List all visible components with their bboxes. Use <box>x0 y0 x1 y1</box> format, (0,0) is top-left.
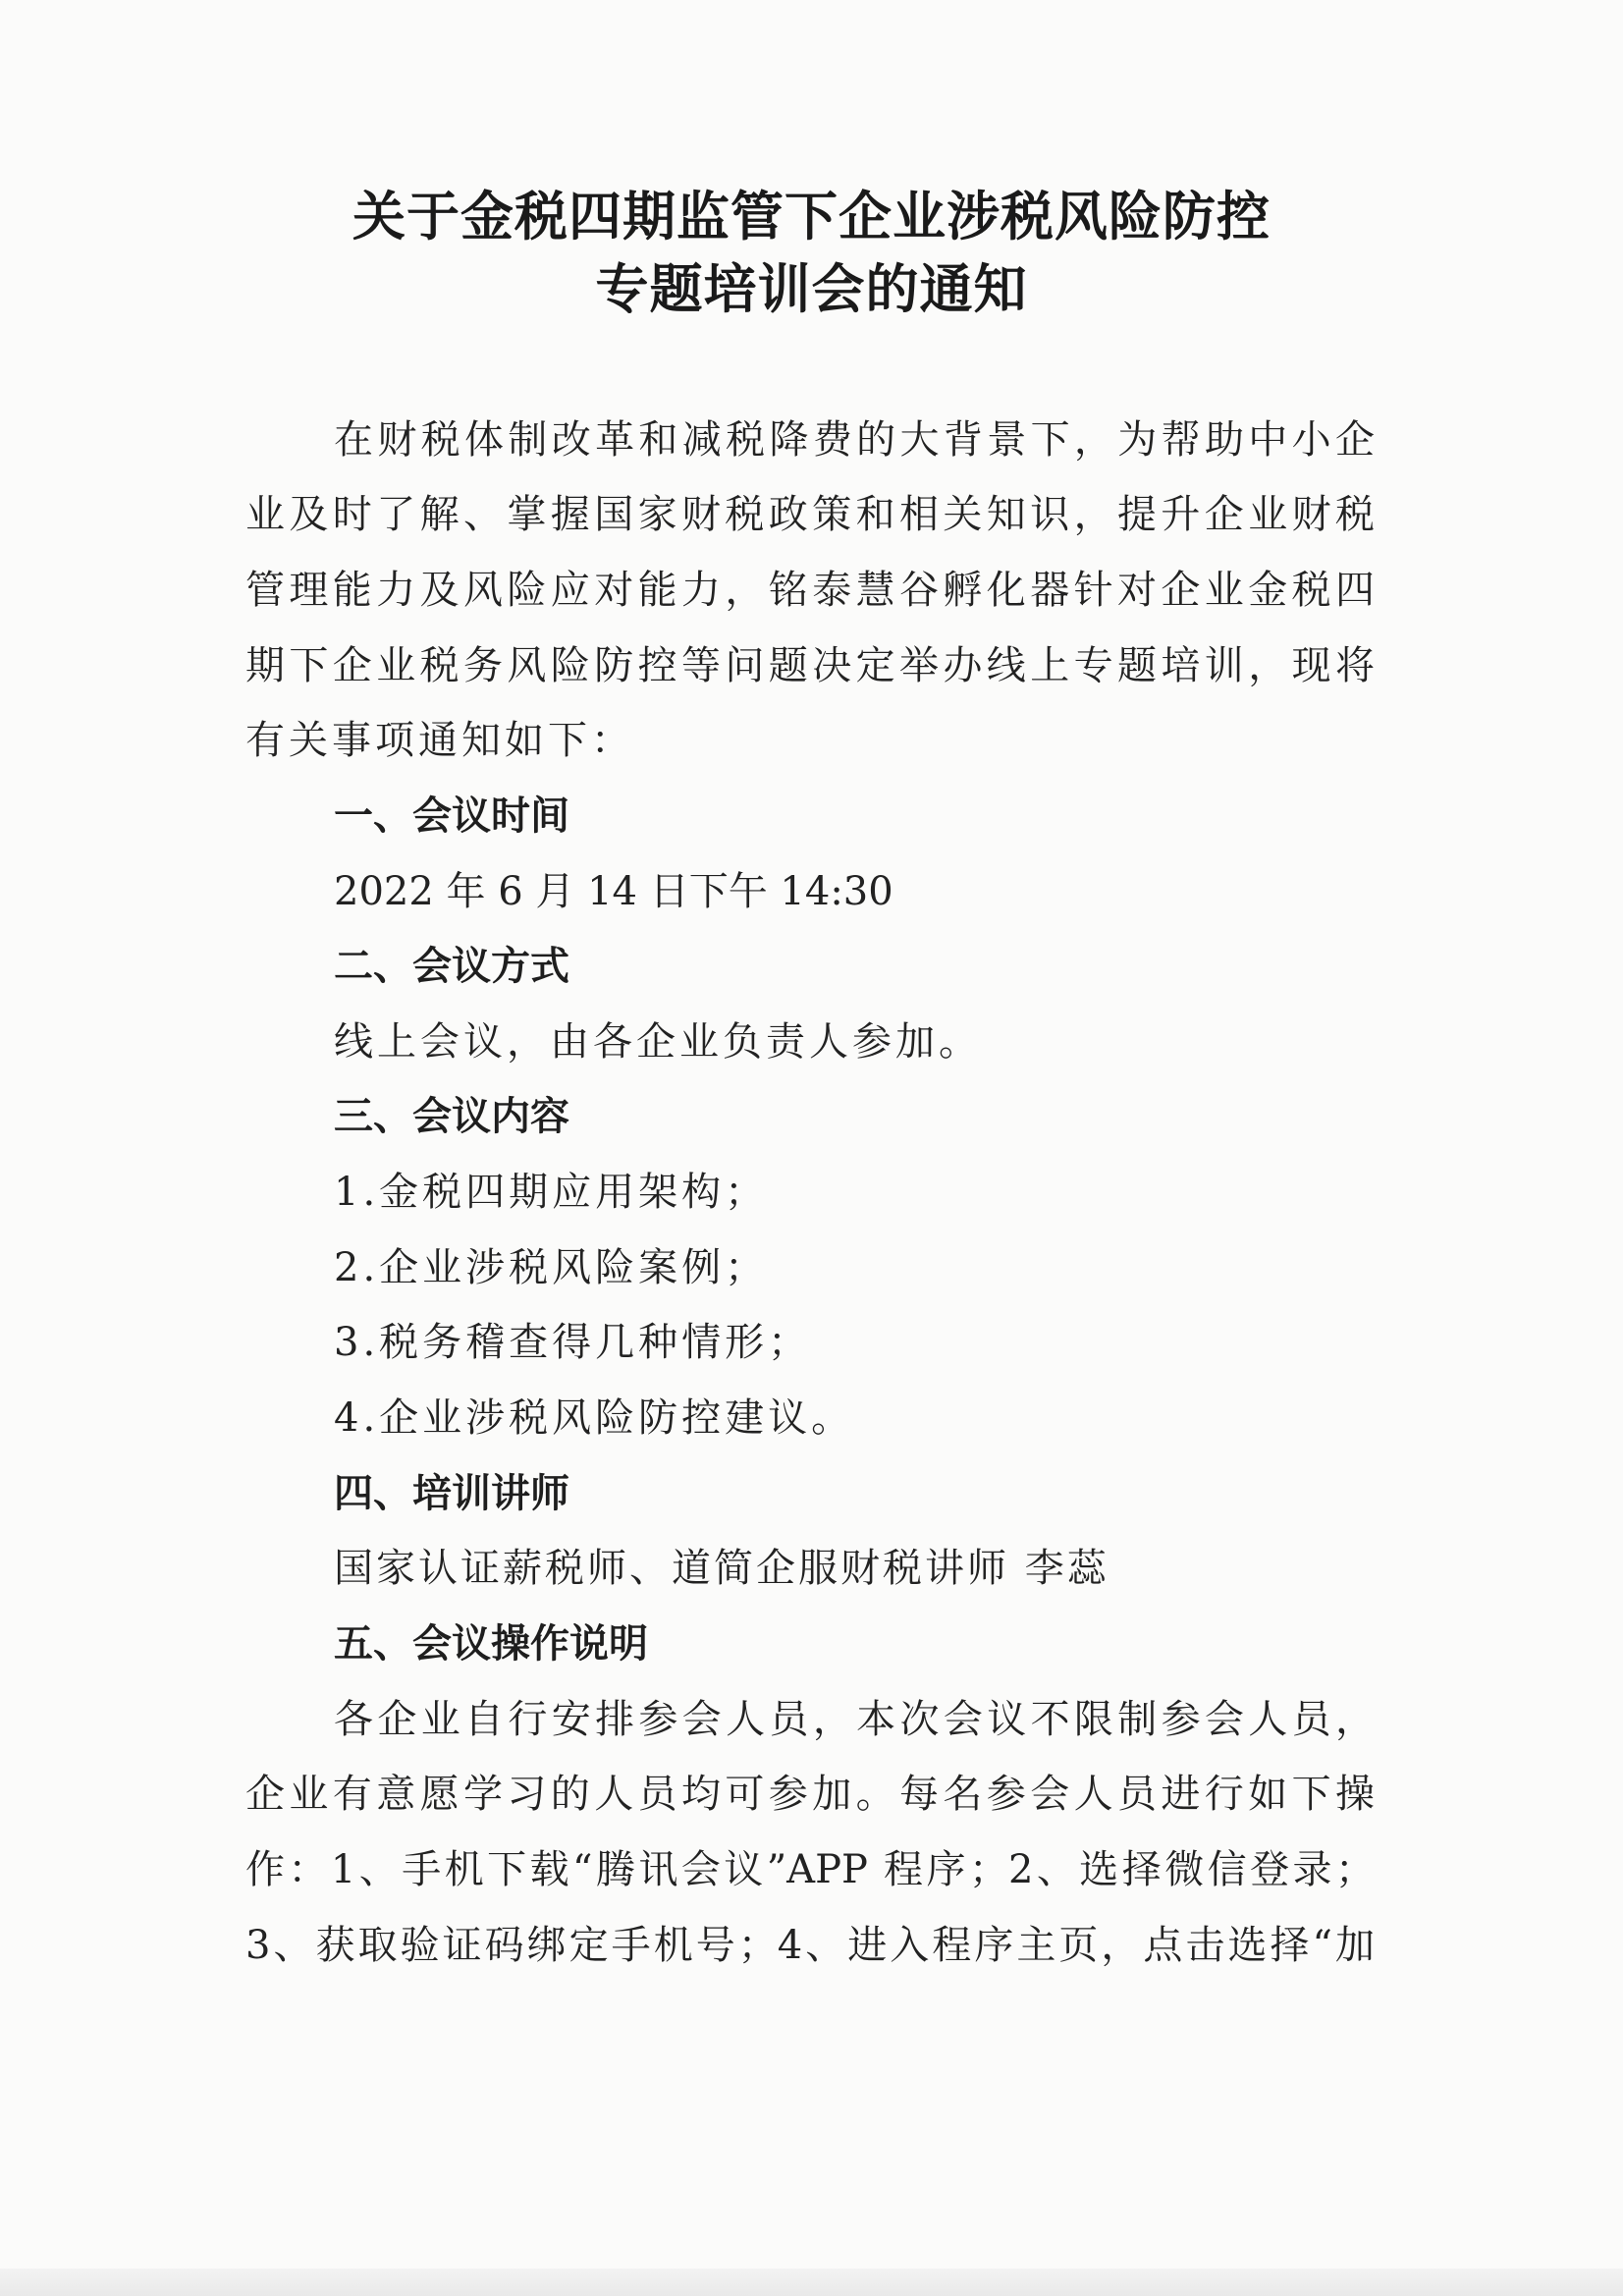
content-item-2: 2.企业涉税风险案例； <box>334 1245 769 1290</box>
instructions-line-2: 企业有意愿学习的人员均可参加。每名参会人员进行如下操 <box>245 1772 1375 1817</box>
intro-line-4: 期下企业税务风险防控等问题决定举办线上专题培训，现将 <box>245 643 1375 688</box>
section-lecturer-text: 国家认证薪税师、道简企服财税讲师 李蕊 <box>334 1546 1109 1591</box>
section-method-text: 线上会议，由各企业负责人参加。 <box>334 1019 982 1065</box>
section-heading-lecturer: 四、培训讲师 <box>334 1471 569 1516</box>
instructions-line-3: 作：1、手机下载“腾讯会议”APP 程序；2、选择微信登录； <box>245 1847 1375 1892</box>
scan-bottom-edge <box>0 2269 1623 2296</box>
section-heading-content: 三、会议内容 <box>334 1094 569 1139</box>
document-title-line-2: 专题培训会的通知 <box>595 258 1028 320</box>
intro-line-5: 有关事项通知如下： <box>245 718 634 763</box>
instructions-line-4: 3、获取验证码绑定手机号；4、进入程序主页，点击选择“加 <box>245 1923 1375 1968</box>
instructions-line-1: 各企业自行安排参会人员，本次会议不限制参会人员， <box>334 1697 1375 1742</box>
section-heading-time: 一、会议时间 <box>334 793 569 839</box>
intro-line-2: 业及时了解、掌握国家财税政策和相关知识，提升企业财税 <box>245 492 1375 537</box>
content-item-1: 1.金税四期应用架构； <box>334 1170 769 1215</box>
section-time-text: 2022 年 6 月 14 日下午 14:30 <box>334 869 893 914</box>
section-heading-method: 二、会议方式 <box>334 944 569 989</box>
document-title-line-1: 关于金税四期监管下企业涉税风险防控 <box>352 186 1271 247</box>
intro-line-3: 管理能力及风险应对能力，铭泰慧谷孵化器针对企业金税四 <box>245 568 1375 613</box>
content-item-4: 4.企业涉税风险防控建议。 <box>334 1395 855 1441</box>
content-item-3: 3.税务稽查得几种情形； <box>334 1320 812 1365</box>
section-heading-instructions: 五、会议操作说明 <box>334 1621 648 1667</box>
intro-line-1: 在财税体制改革和减税降费的大背景下，为帮助中小企 <box>334 417 1375 463</box>
